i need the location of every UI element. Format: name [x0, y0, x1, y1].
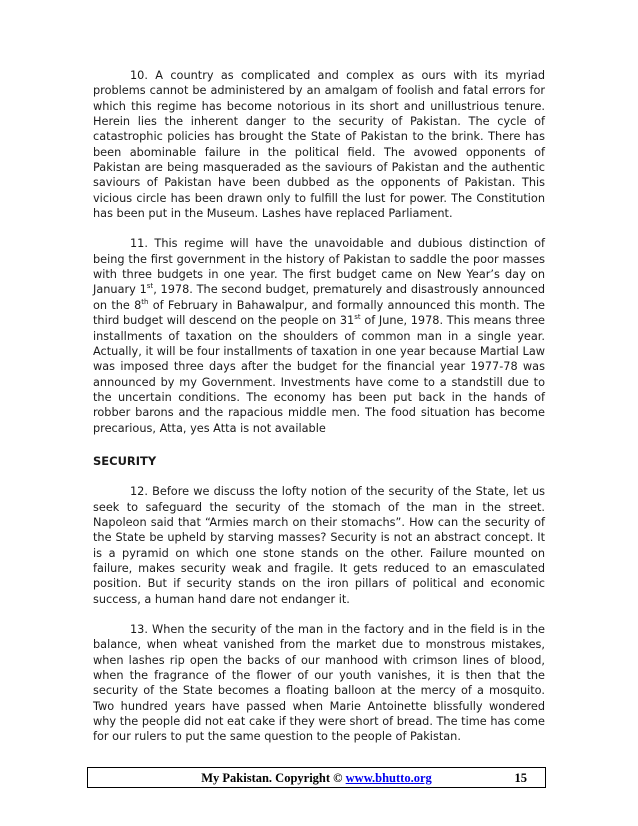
p11-sup2: th	[141, 298, 149, 307]
p11-part4: of June, 1978. This means three installments of taxation on the shoulders of common man in a single year. Actually, it will be four installments of taxation in one year because Martial Law was imposed three days after the budget for the financial year 1977-78 was announced by my Government. Investments have come to a standstill due to the uncertain conditions. The economy has been put back in the hands of robber barons and the rapacious middle men. The food situation has become precarious, Atta, yes Atta is not available	[93, 314, 545, 435]
p11-sup3: st	[354, 313, 361, 322]
paragraph-13: 13. When the security of the man in the factory and in the field is in the balance, when wheat vanished from the market due to monstrous mistakes, when lashes rip open the backs of our manhood with crimson lines of blood, when the fragrance of the flower of our youth vanishes, it is then that the security of the State becomes a floating balloon at the mercy of a mosquito. Two hundred years have passed when Marie Antoinette blissfully wondered why the people did not eat cake if they were short of bread. The time has come for our rulers to put the same question to the people of Pakistan.	[93, 623, 545, 744]
page-body	[93, 68, 545, 745]
page-footer	[87, 767, 546, 788]
p11-part1: 11. This regime will have the unavoidable and dubious distinction of being the first government in the history of Pakistan to saddle the poor masses with three budgets in one year. The first budget came on New Year’s day on January 1	[93, 237, 545, 297]
footer-text	[88, 771, 545, 786]
footer-website-link[interactable]: www.bhutto.org	[345, 771, 432, 785]
paragraph-12: 12. Before we discuss the lofty notion of the security of the State, let us seek to safeguard the security of the stomach of the man in the street. Napoleon said that “Armies march on their stomachs”. How can the security of the State be upheld by starving masses? Security is not an abstract concept. It is a pyramid on which one stone stands on the other. Failure mounted on failure, makes security weak and fragile. It gets reduced to an emasculated position. But if security stands on the iron pillars of political and economic success, a human hand dare not endanger it.	[93, 485, 545, 606]
paragraph-11	[93, 236, 545, 435]
p11-part2: , 1978. The second budget, prematurely and disastrously announced on the 8	[93, 283, 545, 312]
footer-copyright: My Pakistan. Copyright ©	[201, 771, 346, 785]
paragraph-10: 10. A country as complicated and complex as ours with its myriad problems cannot be administered by an amalgam of foolish and fatal errors for which this regime has become notorious in its short and unillustrious tenure. Herein lies the inherent danger to the security of Pakistan. The cycle of catastrophic policies has brought the State of Pakistan to the brink. There has been abominable failure in the political field. The avowed opponents of Pakistan are being masqueraded as the saviours of Pakistan and the authentic saviours of Pakistan have been dubbed as the opponents of Pakistan. This vicious circle has been drawn only to fulfill the lust for power. The Constitution has been put in the Museum. Lashes have replaced Parliament.	[93, 69, 545, 221]
page-number: 15	[514, 771, 527, 785]
section-heading-security: SECURITY	[93, 453, 157, 468]
p11-sup1: st	[146, 282, 154, 291]
p11-part3: of February in Bahawalpur, and formally announced this month. The third budget will descend on the people on 31	[93, 298, 545, 328]
